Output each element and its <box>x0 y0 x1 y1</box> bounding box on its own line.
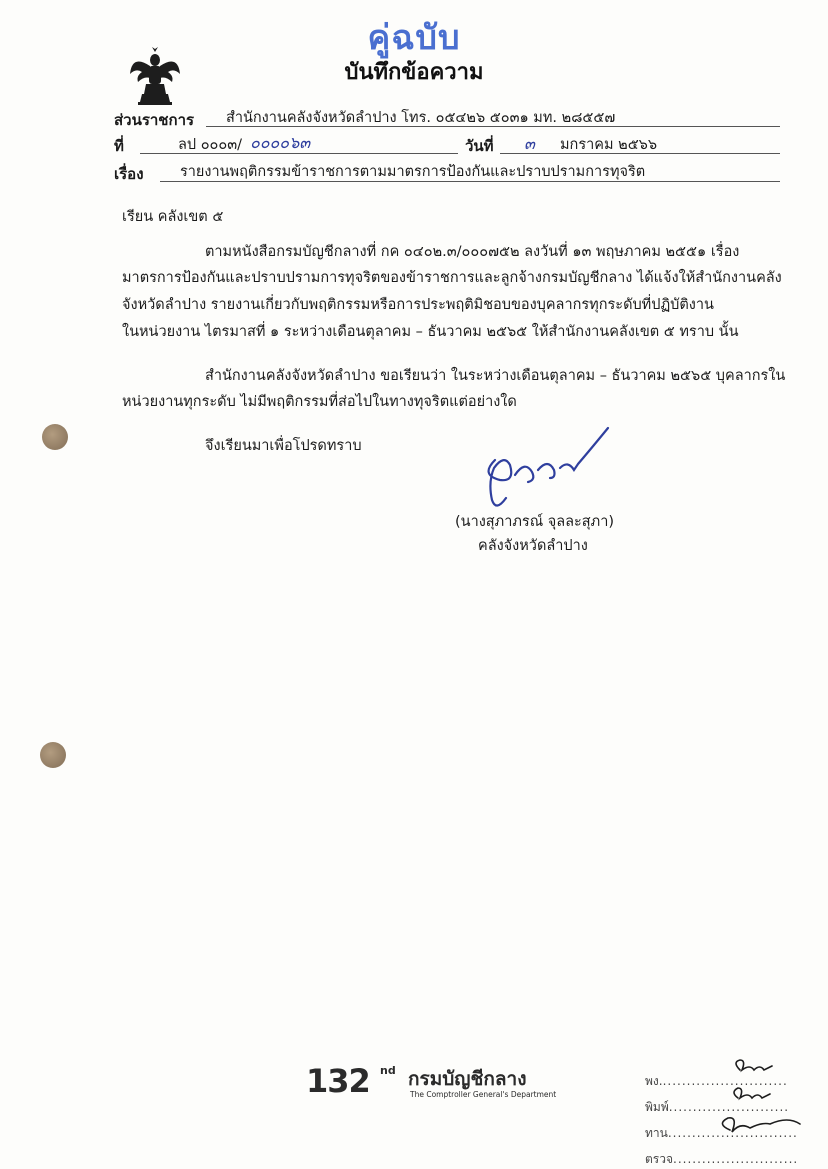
paragraph-2-line-1: สำนักงานคลังจังหวัดลำปาง ขอเรียนว่า ในระหว่างเดือนตุลาคม – ธันวาคม ๒๕๖๕ บุคลากรใน <box>205 368 786 384</box>
paragraph-1-line-3: จังหวัดลำปาง รายงานเกี่ยวกับพฤติกรรมหรือการประพฤติมิชอบของบุคลากรทุกระดับที่ปฏิบัติงาน <box>122 297 714 313</box>
agency-value: สำนักงานคลังจังหวัดลำปาง โทร. ๐๕๔๒๖ ๕๐๓๑ มท. ๒๘๕๕๗ <box>226 110 616 126</box>
date-value: มกราคม ๒๕๖๖ <box>560 137 658 153</box>
agency-underline <box>206 126 780 127</box>
anniversary-number: 132 <box>306 1062 370 1100</box>
paragraph-1-line-1: ตามหนังสือกรมบัญชีกลางที่ กค ๐๔๐๒.๓/๐๐๐๗๕๒ ลงวันที่ ๑๓ พฤษภาคม ๒๕๕๑ เรื่อง <box>205 244 740 260</box>
routing-row-1: พง........................... <box>645 1074 788 1088</box>
paragraph-1-line-2: มาตรการป้องกันและปราบปรามการทุจริตของข้าราชการและลูกจ้างกรมบัญชีกลาง ได้แจ้งให้สำนักงานคลัง <box>122 270 782 286</box>
memo-title: บันทึกข้อความ <box>344 60 484 85</box>
routing-row-4: ตรวจ.......................... <box>645 1152 799 1166</box>
punch-hole-top <box>42 424 68 450</box>
closing-line: จึงเรียนมาเพื่อโปรดทราบ <box>205 438 362 454</box>
ref-label: ที่ <box>114 137 124 155</box>
ref-handwritten-number: ๐๐๐๐๖๓ <box>250 133 311 152</box>
copy-stamp: คู่ฉบับ <box>367 18 461 58</box>
subject-underline <box>160 181 780 182</box>
department-name-english: The Comptroller General's Department <box>410 1090 557 1099</box>
department-name-thai: กรมบัญชีกลาง <box>408 1068 527 1090</box>
ref-underline <box>140 153 458 154</box>
paragraph-1-line-4: ในหน่วยงาน ไตรมาสที่ ๑ ระหว่างเดือนตุลาคม – ธันวาคม ๒๕๖๕ ให้สำนักงานคลังเขต ๕ ทราบ นั้น <box>122 324 739 340</box>
date-underline <box>500 153 780 154</box>
subject-label: เรื่อง <box>114 165 144 183</box>
signatory-name: (นางสุภาภรณ์ จุลละสุภา) <box>455 514 615 530</box>
punch-hole-bottom <box>40 742 66 768</box>
subject-value: รายงานพฤติกรรมข้าราชการตามมาตรการป้องกันและปราบปรามการทุจริต <box>180 164 646 180</box>
routing-initials <box>710 1052 810 1169</box>
anniversary-suffix: nd <box>380 1064 396 1077</box>
department-logo <box>306 1062 576 1104</box>
handwritten-signature <box>470 420 620 520</box>
paragraph-2-line-2: หน่วยงานทุกระดับ ไม่มีพฤติกรรมที่ส่อไปในทางทุจริตแต่อย่างใด <box>122 394 517 410</box>
signatory-position: คลังจังหวัดลำปาง <box>478 538 588 554</box>
routing-row-2: พิมพ์......................... <box>645 1100 790 1114</box>
salutation: เรียน คลังเขต ๕ <box>122 209 224 225</box>
routing-row-3: ทาน........................... <box>645 1126 798 1140</box>
date-day-handwritten: ๓ <box>524 134 535 153</box>
ref-value: ลป ๐๐๐๓/ <box>178 137 243 153</box>
agency-label: ส่วนราชการ <box>114 111 195 129</box>
date-label: วันที่ <box>465 137 494 155</box>
